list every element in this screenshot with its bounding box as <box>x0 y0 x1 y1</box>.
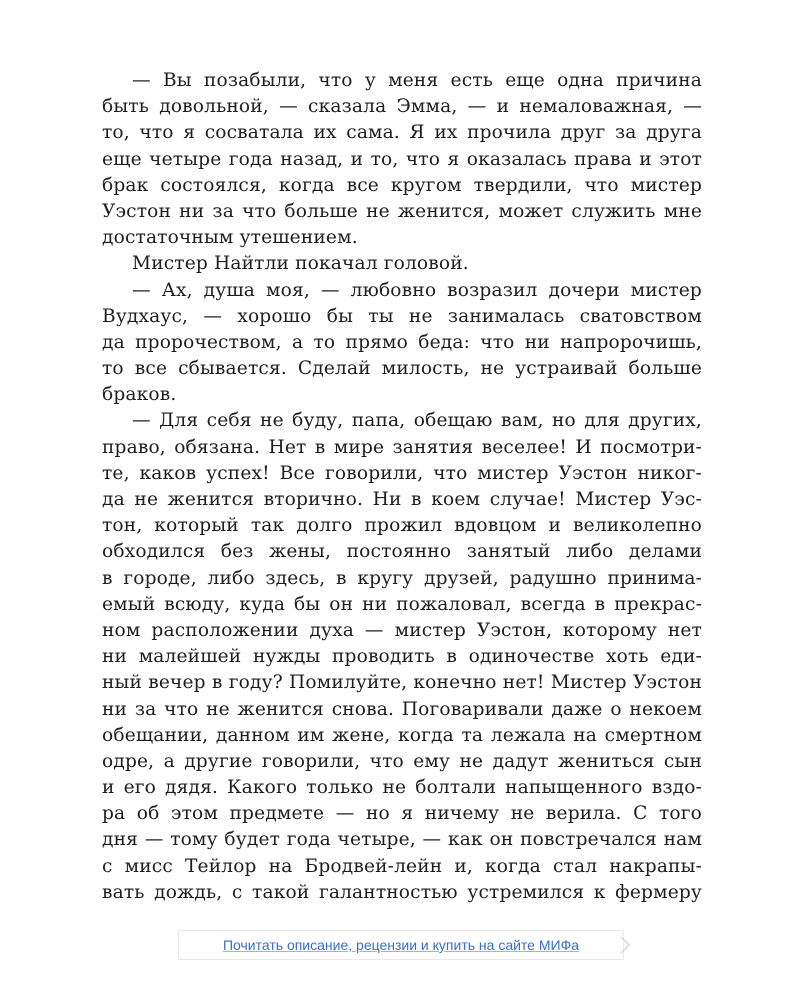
text-line: Вудхаус, — хорошо бы ты не занималась сватовством <box>102 305 702 327</box>
text-line: с мисс Тейлор на Бродвей-лейн и, когда стал накрапы- <box>102 855 702 877</box>
text-line: брак состоялся, когда все кругом твердили, что мистер <box>102 174 702 196</box>
text-line: то все сбывается. Сделай милость, не устраивай больше <box>102 358 702 380</box>
text-line: вать дождь, с такой галантностью устремился к фермеру <box>102 881 702 903</box>
text-line: браков. <box>102 384 177 406</box>
text-line: быть довольной, — сказала Эмма, — и немаловажная, — <box>102 96 702 118</box>
text-line: те, каков успех! Все говорили, что мистер Уэстон никог- <box>102 462 702 484</box>
text-line: ном расположении духа — мистер Уэстон, которому нет <box>102 619 702 641</box>
text-line: ни малейшей нужды проводить в одиночестве хоть еди- <box>102 646 702 668</box>
text-line: Мистер Найтли покачал головой. <box>132 253 469 275</box>
text-line: обещании, данном им жене, когда та лежала на смертном <box>102 724 702 746</box>
text-line: да пророчеством, а то прямо беда: что ни напророчишь, <box>102 331 702 353</box>
text-line: одре, а другие говорили, что ему не дадут жениться сын <box>102 750 702 772</box>
footer-link-box[interactable] <box>178 930 624 960</box>
text-line: — Вы позабыли, что у меня есть еще одна причина <box>132 70 702 91</box>
text-line: ный вечер в году? Помилуйте, конечно нет! Мистер Уэстон <box>102 672 702 694</box>
text-line: в городе, либо здесь, в кругу друзей, радушно принима- <box>102 567 702 589</box>
text-line: тон, который так долго прожил вдовцом и великолепно <box>102 515 702 537</box>
text-line: право, обязана. Нет в мире занятия веселее! И посмотри- <box>102 436 702 458</box>
text-line: и его дядя. Какого только не болтали напыщенного вздо- <box>102 777 702 799</box>
buy-link[interactable]: Почитать описание, рецензии и купить на сайте МИФа <box>222 937 580 953</box>
text-line: еще четыре года назад, и то, что я оказалась права и этот <box>102 148 702 170</box>
text-line: — Ах, душа моя, — любовно возразил дочери мистер <box>132 279 702 301</box>
text-line: достаточным утешением. <box>102 227 358 249</box>
text-line: Уэстон ни за что больше не женится, может служить мне <box>102 200 702 222</box>
text-line: ра об этом предмете — но я ничему не верила. С того <box>102 803 702 825</box>
text-line: дня — тому будет года четыре, — как он повстречался нам <box>102 829 702 851</box>
text-line: ни за что не женится снова. Поговаривали даже о некоем <box>102 698 702 720</box>
text-line: обходился без жены, постоянно занятый либо делами <box>102 541 702 563</box>
book-text <box>102 68 702 906</box>
chevron-right-icon <box>618 935 632 955</box>
text-line: то, что я сосватала их сама. Я их прочила друг за друга <box>102 122 702 144</box>
text-line: — Для себя не буду, папа, обещаю вам, но для других, <box>132 410 702 432</box>
text-line: да не женится вторично. Ни в коем случае! Мистер Уэс- <box>102 489 702 510</box>
text-line: емый всюду, куда бы он ни пожаловал, всегда в прекрас- <box>102 593 702 615</box>
